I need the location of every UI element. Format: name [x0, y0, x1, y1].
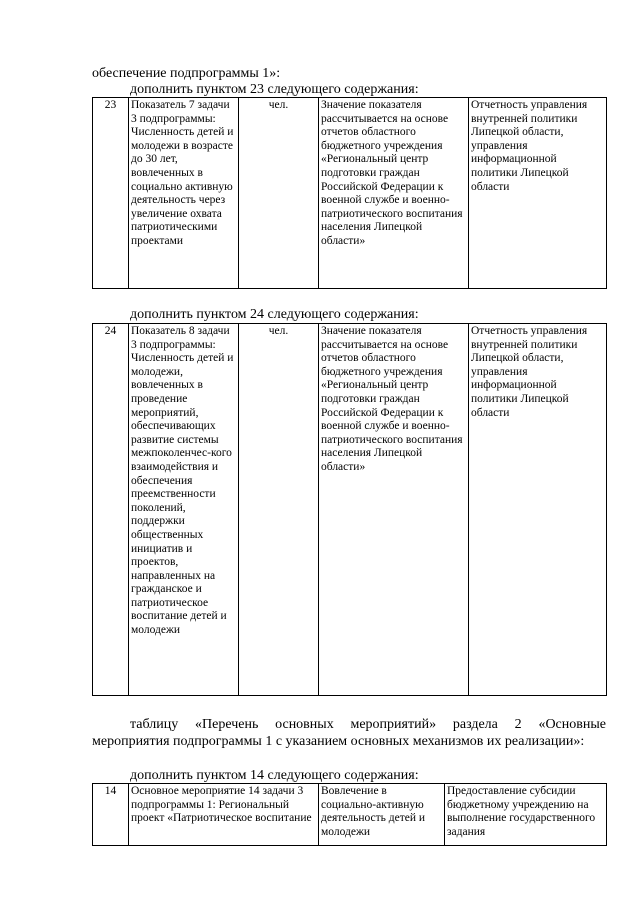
row-number: 14 — [93, 784, 129, 846]
calculation-method: Значение показателя рассчитывается на основе отчетов областного бюджетного учреждения «Региональный центр подготовки граждан Российской Федерации к военной службе и военно-патриотического воспитания населения Липецкой области» — [319, 324, 469, 696]
unit: чел. — [239, 324, 319, 696]
calculation-method: Значение показателя рассчитывается на основе отчетов областного бюджетного учреждения «Региональный центр подготовки граждан Российской Федерации к военной службе и военно-патриотического воспитания населения Липецкой области» — [319, 98, 469, 289]
unit: чел. — [239, 98, 319, 289]
table-row — [93, 784, 607, 846]
data-source: Отчетность управления внутренней политики Липецкой области, управления информационной политики Липецкой области — [469, 324, 607, 696]
table-paragraph: таблицу «Перечень основных мероприятий» раздела 2 «Основные мероприятия подпрограммы 1 с указанием основных механизмов их реализации»: — [92, 717, 606, 749]
table-row — [93, 98, 607, 289]
activity-description: Вовлечение в социально-активную деятельность детей и молодежи — [319, 784, 445, 846]
row-number: 24 — [93, 324, 129, 696]
add-item-24-text: дополнить пунктом 24 следующего содержания: — [130, 307, 419, 322]
implementation-mechanism: Предоставление субсидии бюджетному учреждению на выполнение государственного задания — [445, 784, 607, 846]
activities-table-row-14 — [92, 783, 607, 846]
add-item-14-text: дополнить пунктом 14 следующего содержания: — [130, 768, 419, 783]
indicator-table-row-23 — [92, 97, 607, 289]
add-item-23-text: дополнить пунктом 23 следующего содержания: — [130, 82, 419, 97]
indicator-name: Показатель 7 задачи 3 подпрограммы: Численность детей и молодежи в возрасте до 30 лет, вовлеченных в социально активную деятельность через увеличение охвата патриотическими проектами — [129, 98, 239, 289]
row-number: 23 — [93, 98, 129, 289]
intro-line: обеспечение подпрограммы 1»: — [92, 66, 281, 81]
indicator-table-row-24 — [92, 323, 607, 696]
indicator-name: Показатель 8 задачи 3 подпрограммы: Численность детей и молодежи, вовлеченных в проведение мероприятий, обеспечивающих развитие системы межпоколенчес-кого взаимодействия и обеспечения преемственности поколений, поддержки общественных инициатив и проектов, направленных на гражданское и патриотическое воспитание детей и молодежи — [129, 324, 239, 696]
data-source: Отчетность управления внутренней политики Липецкой области, управления информационной политики Липецкой области — [469, 98, 607, 289]
activity-name: Основное мероприятие 14 задачи 3 подпрограммы 1: Региональный проект «Патриотическое воспитание — [129, 784, 319, 846]
table-row — [93, 324, 607, 696]
